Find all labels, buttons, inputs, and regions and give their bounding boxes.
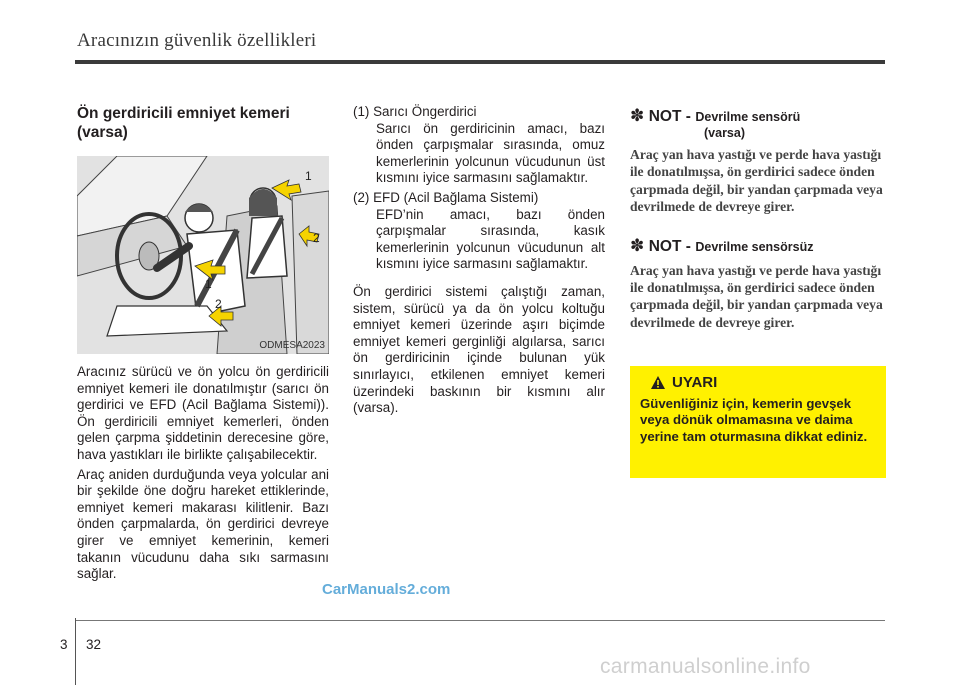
item-heading: (1) Sarıcı Öngerdirici xyxy=(353,104,477,119)
note-heading xyxy=(630,106,886,140)
section-title-line2: (varsa) xyxy=(77,124,128,141)
seatbelt-illustration-art xyxy=(77,156,329,354)
warning-title: UYARI xyxy=(672,374,718,391)
footer-divider xyxy=(75,618,76,685)
body-paragraph: Araç aniden durduğunda veya yolcular ani bir şekilde öne doğru hareket ettiklerinde, emniyet kemeri makarası kilitlenir. Bazı önden çarpmalarda, ön gerdirici devreye girer ve emniyet kemerinin, kemeri takanın vücudunu daha sıkı sarmasını sağlar. xyxy=(77,466,329,582)
header-rule xyxy=(75,60,885,64)
note-subtitle: Devrilme sensörsüz xyxy=(695,239,814,254)
header-title: Aracınızın güvenlik özellikleri xyxy=(77,30,317,51)
callout-label: 1 xyxy=(305,169,312,183)
note-body: Araç yan hava yastığı ve perde hava yastığı ile donatılmışsa, ön gerdirici sadece önden çarpmada değil, bir yandan çarpmada veya devrilmede de devreye girer. xyxy=(630,262,883,330)
column-2 xyxy=(353,104,605,417)
chapter-number: 3 xyxy=(60,637,68,652)
seatbelt-illustration xyxy=(77,156,329,354)
star-icon: ✽ xyxy=(630,106,645,125)
callout-label: 1 xyxy=(205,277,212,291)
note-subtitle-2: (varsa) xyxy=(704,126,745,140)
figure-code: ODMESA2023 xyxy=(259,340,325,351)
warning-box xyxy=(630,366,886,478)
watermark: CarManuals2.com xyxy=(322,581,451,598)
body-paragraph: Ön gerdirici sistemi çalıştığı zaman, sistem, sürücü ya da ön yolcu koltuğu emniyet kemeri üzerinde aşırı biçimde emniyet kemeri gerginliği algılarsa, sarıcı ön gerdiricinin içinde bulunan yük sınırlayıcı, etkilenen emniyet kemeri üzerindeki baskının bir kısmını alır (varsa). xyxy=(353,283,605,416)
footer-rule xyxy=(75,620,885,621)
callout-label: 2 xyxy=(313,231,320,245)
callout-label: 2 xyxy=(215,297,222,311)
section-title-line1: Ön gerdiricili emniyet kemeri xyxy=(77,105,290,122)
item-body: Sarıcı ön gerdiricinin amacı, bazı önden çarpışmalar sırasında, omuz kemerlerinin yolcunun vücudunun üst kısmını iyice sarmasını sağlamaktır. xyxy=(376,120,605,186)
note-label: NOT - xyxy=(648,237,691,255)
item-heading: (2) EFD (Acil Bağlama Sistemi) xyxy=(353,189,539,205)
item-body: EFD’nin amacı, bazı önden çarpışmalar sırasında, kasık kemerlerinin yolcunun vücudunun alt kısmını iyice sarmasını sağlamaktır. xyxy=(376,206,605,272)
note-body: Araç yan hava yastığı ve perde hava yastığı ile donatılmışsa, ön gerdirici sadece önden çarpmada değil, bir yandan çarpmada veya devrilmede de devreye girer. xyxy=(630,147,883,215)
warning-triangle-icon xyxy=(650,375,666,390)
page-number: 32 xyxy=(86,637,102,652)
warning-heading xyxy=(640,374,878,391)
note-subtitle: Devrilme sensörü xyxy=(695,110,801,124)
note-heading xyxy=(630,236,886,256)
body-paragraph: Aracınız sürücü ve ön yolcu ön gerdiricili emniyet kemeri ile donatılmıştır (sarıcı ön gerdirici ve EFD (Acil Bağlama Sistemi)). Ön gerdiricili emniyet kemerleri, önden gelen çarpma şiddetinin derecesine göre, hava yastıkları ile birlikte çalışabilecektir. xyxy=(77,364,329,462)
note-2 xyxy=(630,236,886,332)
warning-body: Güvenliğiniz için, kemerin gevşek veya dönük olmamasına ve daima yerine tam oturmasına dikkat ediniz. xyxy=(640,396,868,444)
column-3 xyxy=(630,106,886,331)
site-watermark: carmanualsonline.info xyxy=(600,655,811,678)
column-1 xyxy=(77,104,329,583)
note-label: NOT - xyxy=(648,108,691,125)
star-icon: ✽ xyxy=(630,235,645,255)
section-title xyxy=(77,104,329,142)
